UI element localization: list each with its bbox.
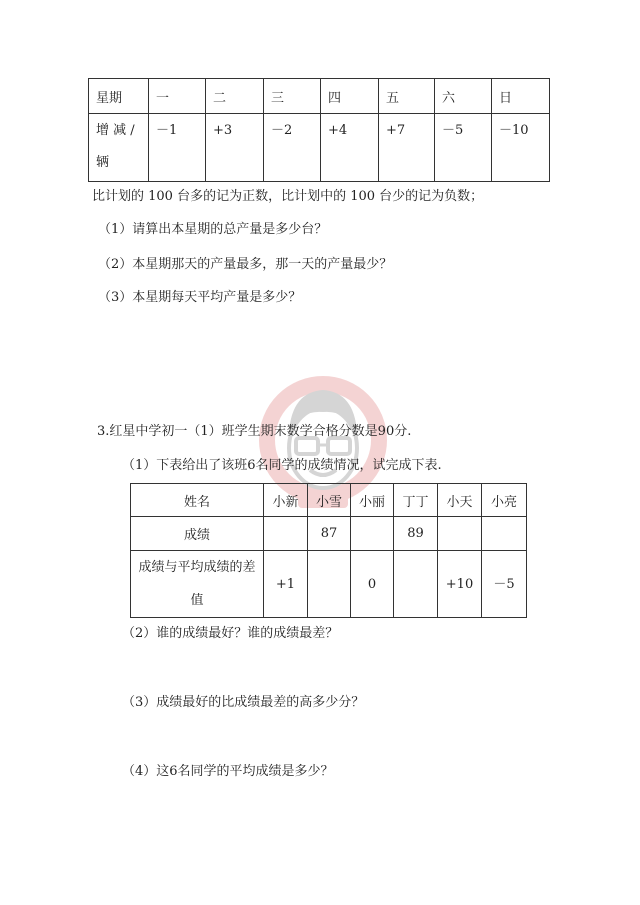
weekday-cell: 五 bbox=[379, 79, 435, 114]
weekday-header-cell: 星期 bbox=[89, 79, 149, 114]
difference-label-line: 值 bbox=[190, 593, 204, 608]
score-cell: 89 bbox=[394, 517, 438, 551]
problem-3-question-3: （3）成绩最好的比成绩最差的高多少分？ bbox=[122, 695, 365, 710]
problem-3-question-1: （1）下表给出了该班6名同学的成绩情况，试完成下表. bbox=[122, 458, 442, 473]
student-name-cell: 丁丁 bbox=[394, 484, 438, 517]
weekday-cell: 三 bbox=[264, 79, 321, 114]
weekday-cell: 二 bbox=[206, 79, 264, 114]
question-1: （1）请算出本星期的总产量是多少台？ bbox=[98, 222, 328, 237]
question-3: （3）本星期每天平均产量是多少？ bbox=[98, 290, 302, 305]
difference-cell bbox=[308, 551, 351, 618]
change-value-cell: －1 bbox=[149, 114, 206, 182]
change-label-line: 增 减 / bbox=[96, 123, 135, 138]
change-label-line: 辆 bbox=[96, 155, 110, 170]
scores-row bbox=[131, 517, 527, 551]
score-cell bbox=[264, 517, 308, 551]
question-2: （2）本星期那天的产量最多，那一天的产量最少？ bbox=[98, 257, 393, 272]
change-value-cell: －5 bbox=[435, 114, 492, 182]
change-label-cell bbox=[89, 114, 149, 182]
student-name-cell: 小新 bbox=[264, 484, 308, 517]
difference-row bbox=[131, 551, 527, 618]
problem-3-question-2: （2）谁的成绩最好？谁的成绩最差？ bbox=[122, 626, 339, 641]
change-value-cell: －10 bbox=[492, 114, 550, 182]
name-header-cell: 姓名 bbox=[131, 484, 264, 517]
sign-convention-note: 比计划的 100 台多的记为正数，比计划中的 100 台少的记为负数； bbox=[92, 189, 484, 204]
weekly-production-table bbox=[88, 78, 550, 182]
difference-cell: +1 bbox=[264, 551, 308, 618]
difference-cell: 0 bbox=[351, 551, 394, 618]
student-name-cell: 小亮 bbox=[482, 484, 527, 517]
student-name-cell: 小雪 bbox=[308, 484, 351, 517]
change-row bbox=[89, 114, 550, 182]
student-name-cell: 小天 bbox=[438, 484, 482, 517]
weekday-cell: 四 bbox=[321, 79, 379, 114]
problem-3-title: 3.红星中学初一（1）班学生期末数学合格分数是90分. bbox=[97, 424, 412, 439]
score-cell bbox=[482, 517, 527, 551]
weekday-row bbox=[89, 79, 550, 114]
score-cell: 87 bbox=[308, 517, 351, 551]
weekday-cell: 一 bbox=[149, 79, 206, 114]
difference-cell bbox=[394, 551, 438, 618]
change-value-cell: +7 bbox=[379, 114, 435, 182]
problem-3-question-4: （4）这6名同学的平均成绩是多少？ bbox=[122, 764, 334, 779]
score-cell bbox=[351, 517, 394, 551]
change-value-cell: +3 bbox=[206, 114, 264, 182]
change-value-cell: －2 bbox=[264, 114, 321, 182]
score-label-cell: 成绩 bbox=[131, 517, 264, 551]
scores-table bbox=[130, 483, 527, 618]
weekday-cell: 日 bbox=[492, 79, 550, 114]
difference-label-line: 成绩与平均成绩的差 bbox=[138, 560, 256, 575]
weekday-cell: 六 bbox=[435, 79, 492, 114]
change-value-cell: +4 bbox=[321, 114, 379, 182]
difference-cell: －5 bbox=[482, 551, 527, 618]
difference-cell: +10 bbox=[438, 551, 482, 618]
score-cell bbox=[438, 517, 482, 551]
names-row bbox=[131, 484, 527, 517]
student-name-cell: 小丽 bbox=[351, 484, 394, 517]
difference-label-cell bbox=[131, 551, 264, 618]
